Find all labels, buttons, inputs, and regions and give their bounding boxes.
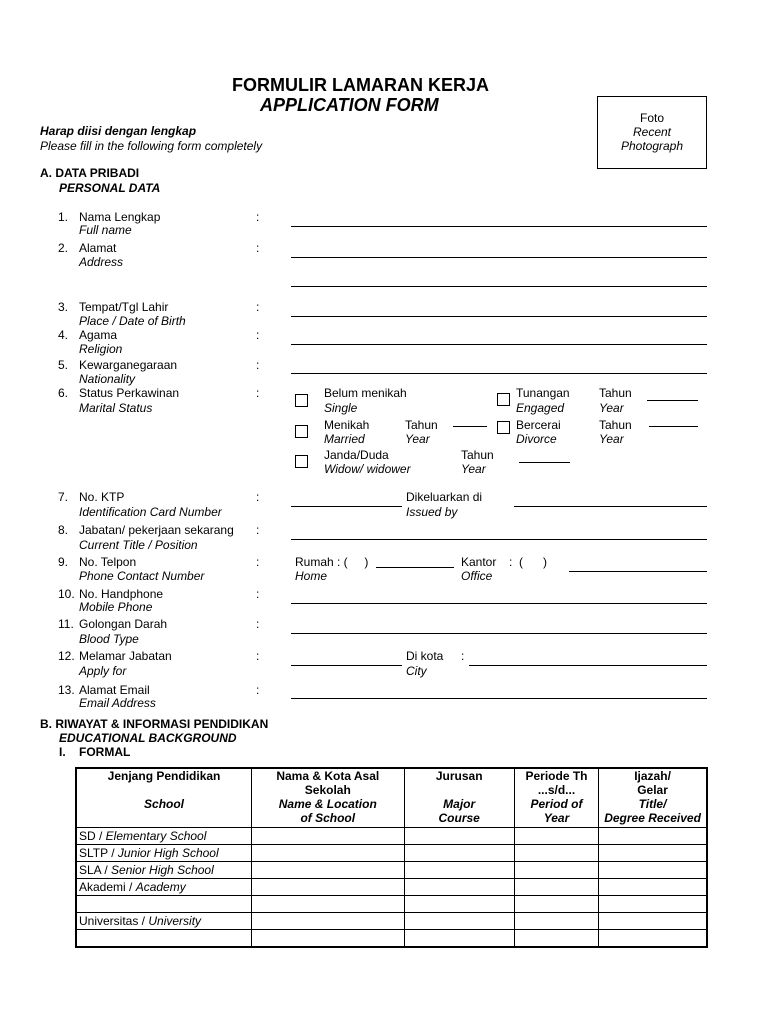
- issued-sublabel: Issued by: [406, 505, 458, 519]
- ktp-label: No. KTP: [79, 490, 125, 504]
- table-cell[interactable]: [514, 845, 598, 862]
- photo-label-photograph: Photograph: [620, 139, 684, 153]
- colon: :: [256, 587, 260, 601]
- field-number: 7.: [58, 490, 69, 504]
- table-row: [76, 862, 707, 879]
- header-line: Gelar: [637, 783, 668, 797]
- apply-label: Melamar Jabatan: [79, 649, 172, 663]
- photo-box[interactable]: [597, 96, 707, 169]
- table-cell[interactable]: [599, 879, 707, 896]
- widow-label: Janda/Duda: [324, 448, 389, 462]
- table-cell[interactable]: [599, 930, 707, 948]
- widow-year-line[interactable]: [519, 462, 570, 463]
- mobile-sublabel: Mobile Phone: [79, 600, 153, 614]
- colon: :: [256, 649, 260, 663]
- colon: :: [256, 358, 260, 372]
- divorce-year-line[interactable]: [649, 426, 698, 427]
- field-number: 1.: [58, 210, 69, 224]
- widow-sublabel: Widow/ widower: [324, 462, 411, 476]
- school-level-cell[interactable]: [76, 896, 252, 913]
- divorce-label: Bercerai: [516, 418, 561, 432]
- religion-sublabel: Religion: [79, 342, 123, 356]
- nationality-sublabel: Nationality: [79, 372, 136, 386]
- table-cell[interactable]: [252, 913, 404, 930]
- position-label: Jabatan/ pekerjaan sekarang: [79, 523, 234, 537]
- degree-header: [599, 768, 707, 828]
- header-line: Name & Location: [278, 797, 377, 811]
- email-label: Alamat Email: [79, 683, 150, 697]
- engaged-year-line[interactable]: [647, 400, 698, 401]
- school-level-cell[interactable]: [76, 930, 252, 948]
- photo-label: Foto: [639, 111, 664, 125]
- section-b-subtitle: EDUCATIONAL BACKGROUND: [59, 731, 237, 745]
- field-number: 13.: [58, 683, 75, 697]
- year-label: Tahun: [405, 418, 438, 432]
- year-sublabel: Year: [405, 432, 430, 446]
- divorce-checkbox[interactable]: [497, 421, 510, 434]
- table-cell[interactable]: [404, 896, 514, 913]
- header-line: of School: [300, 811, 356, 825]
- field-number: 4.: [58, 328, 69, 342]
- ktp-sublabel: Identification Card Number: [79, 505, 222, 519]
- marital-sublabel: Marital Status: [79, 401, 153, 415]
- table-cell[interactable]: [599, 896, 707, 913]
- office-phone-label: Kantor: [461, 555, 497, 569]
- header-line: Ijazah/: [634, 769, 671, 783]
- colon: :: [256, 328, 260, 342]
- table-cell[interactable]: [252, 896, 404, 913]
- major-header: [404, 768, 514, 828]
- birth-label: Tempat/Tgl Lahir: [79, 300, 169, 314]
- field-number: 10.: [58, 587, 75, 601]
- school-level-cell: [76, 828, 252, 845]
- header-line: Jurusan: [435, 769, 483, 783]
- married-sublabel: Married: [324, 432, 365, 446]
- school-level-en: University: [148, 914, 202, 928]
- ktp-line[interactable]: [291, 506, 402, 507]
- section-a-subtitle: PERSONAL DATA: [59, 181, 161, 195]
- school-level-id: Universitas /: [79, 914, 149, 928]
- home-phone-sublabel: Home: [295, 569, 328, 583]
- header-line: Year: [543, 811, 570, 825]
- widow-checkbox[interactable]: [295, 455, 308, 468]
- birth-line[interactable]: [291, 316, 707, 317]
- instruction-en: Please fill in the following form completely: [40, 139, 263, 153]
- office-phone-paren: : ( ): [509, 555, 547, 569]
- field-number: 8.: [58, 523, 69, 537]
- email-sublabel: Email Address: [79, 696, 156, 710]
- instruction-id: Harap diisi dengan lengkap: [40, 124, 197, 138]
- period-header: [514, 768, 598, 828]
- table-cell[interactable]: [514, 879, 598, 896]
- field-number: 3.: [58, 300, 69, 314]
- single-label: Belum menikah: [324, 386, 407, 400]
- education-table: [75, 767, 708, 948]
- table-cell[interactable]: [514, 930, 598, 948]
- blood-label: Golongan Darah: [79, 617, 168, 631]
- photo-label-recent: Recent: [632, 125, 672, 139]
- year-sublabel: Year: [599, 401, 624, 415]
- header-line: Nama & Kota Asal: [276, 769, 380, 783]
- table-cell[interactable]: [252, 930, 404, 948]
- header-line: Degree Received: [604, 811, 701, 825]
- header-line: [79, 783, 249, 797]
- year-label: Tahun: [599, 386, 632, 400]
- married-checkbox[interactable]: [295, 425, 308, 438]
- table-cell[interactable]: [404, 879, 514, 896]
- table-row: [76, 879, 707, 896]
- table-cell[interactable]: [404, 845, 514, 862]
- colon: :: [256, 617, 260, 631]
- table-row: [76, 913, 707, 930]
- table-cell[interactable]: [252, 845, 404, 862]
- colon: :: [461, 649, 465, 663]
- header-line: Period of: [530, 797, 583, 811]
- nationality-line[interactable]: [291, 373, 707, 374]
- school-level-id: Akademi /: [79, 880, 136, 894]
- colon: :: [256, 210, 260, 224]
- table-row: [76, 845, 707, 862]
- year-label: Tahun: [461, 448, 494, 462]
- married-year-line[interactable]: [453, 426, 487, 427]
- full-name-sublabel: Full name: [79, 223, 132, 237]
- mobile-line[interactable]: [291, 603, 707, 604]
- year-label: Tahun: [599, 418, 632, 432]
- school-header: [76, 768, 252, 828]
- table-cell[interactable]: [404, 913, 514, 930]
- email-line[interactable]: [291, 698, 707, 699]
- school-level-cell: [76, 913, 252, 930]
- single-checkbox[interactable]: [295, 394, 308, 407]
- address-line-1[interactable]: [291, 257, 707, 258]
- form-title: FORMULIR LAMARAN KERJA: [232, 75, 489, 95]
- religion-label: Agama: [79, 328, 118, 342]
- married-label: Menikah: [324, 418, 370, 432]
- section-a-title: A. DATA PRIBADI: [40, 166, 140, 180]
- address-line-2[interactable]: [291, 286, 707, 287]
- school-level-en: Senior High School: [111, 863, 214, 877]
- marital-label: Status Perkawinan: [79, 386, 180, 400]
- phone-sublabel: Phone Contact Number: [79, 569, 205, 583]
- header-line: [407, 783, 512, 797]
- table-cell[interactable]: [514, 896, 598, 913]
- full-name-label: Nama Lengkap: [79, 210, 161, 224]
- header-line: School: [144, 797, 185, 811]
- table-cell[interactable]: [599, 862, 707, 879]
- table-cell[interactable]: [514, 828, 598, 845]
- section-b-title: B. RIWAYAT & INFORMASI PENDIDIKAN: [40, 717, 269, 731]
- table-row: [76, 930, 707, 948]
- table-row: [76, 896, 707, 913]
- header-line: Major: [443, 797, 476, 811]
- field-number: 5.: [58, 358, 69, 372]
- nationality-label: Kewarganegaraan: [79, 358, 178, 372]
- header-line: Periode Th: [525, 769, 588, 783]
- address-label: Alamat: [79, 241, 117, 255]
- colon: :: [256, 683, 260, 697]
- position-sublabel: Current Title / Position: [79, 538, 198, 552]
- school-level-en: Academy: [135, 880, 186, 894]
- position-line[interactable]: [291, 539, 707, 540]
- school-level-cell: [76, 879, 252, 896]
- blood-line[interactable]: [291, 633, 707, 634]
- blood-sublabel: Blood Type: [79, 632, 139, 646]
- table-cell[interactable]: [404, 862, 514, 879]
- birth-sublabel: Place / Date of Birth: [79, 314, 186, 328]
- header-line: ...s/d...: [537, 783, 576, 797]
- table-cell[interactable]: [404, 930, 514, 948]
- education-header-row: [76, 768, 707, 828]
- full-name-line[interactable]: [291, 226, 707, 227]
- single-sublabel: Single: [324, 401, 358, 415]
- issued-label: Dikeluarkan di: [406, 490, 483, 504]
- city-sublabel: City: [406, 664, 427, 678]
- table-cell[interactable]: [514, 913, 598, 930]
- year-sublabel: Year: [461, 462, 486, 476]
- field-number: 2.: [58, 241, 69, 255]
- colon: :: [256, 555, 260, 569]
- school-name-header: [252, 768, 404, 828]
- table-cell[interactable]: [252, 879, 404, 896]
- engaged-sublabel: Engaged: [516, 401, 565, 415]
- table-cell[interactable]: [599, 828, 707, 845]
- mobile-label: No. Handphone: [79, 587, 164, 601]
- table-row: [76, 828, 707, 845]
- form-subtitle: APPLICATION FORM: [260, 95, 439, 115]
- school-level-id: SLTP /: [79, 846, 118, 860]
- home-phone-label: Rumah : ( ): [295, 555, 369, 569]
- header-line: Course: [438, 811, 480, 825]
- engaged-label: Tunangan: [516, 386, 570, 400]
- engaged-checkbox[interactable]: [497, 393, 510, 406]
- school-level-en: Junior High School: [117, 846, 219, 860]
- school-level-id: SD /: [79, 829, 106, 843]
- table-cell[interactable]: [514, 862, 598, 879]
- table-cell[interactable]: [599, 845, 707, 862]
- colon: :: [256, 386, 260, 400]
- field-number: 9.: [58, 555, 69, 569]
- issued-line[interactable]: [514, 506, 707, 507]
- school-level-cell: [76, 862, 252, 879]
- formal-subsection: I. FORMAL: [59, 745, 131, 759]
- colon: :: [256, 300, 260, 314]
- header-line: Sekolah: [304, 783, 351, 797]
- field-number: 11.: [58, 617, 74, 631]
- address-sublabel: Address: [79, 255, 124, 269]
- divorce-sublabel: Divorce: [516, 432, 557, 446]
- office-phone-sublabel: Office: [461, 569, 493, 583]
- apply-sublabel: Apply for: [79, 664, 127, 678]
- field-number: 12.: [58, 649, 75, 663]
- city-label: Di kota: [406, 649, 444, 663]
- table-cell[interactable]: [252, 862, 404, 879]
- colon: :: [256, 241, 260, 255]
- table-cell[interactable]: [252, 828, 404, 845]
- home-phone-line[interactable]: [376, 567, 454, 568]
- religion-line[interactable]: [291, 344, 707, 345]
- header-line: [79, 811, 249, 825]
- school-level-id: SLA /: [79, 863, 112, 877]
- table-cell[interactable]: [599, 913, 707, 930]
- header-line: Title/: [638, 797, 667, 811]
- apply-line[interactable]: [291, 665, 402, 666]
- colon: :: [256, 490, 260, 504]
- city-line[interactable]: [469, 665, 707, 666]
- table-cell[interactable]: [404, 828, 514, 845]
- header-line: Jenjang Pendidikan: [107, 769, 221, 783]
- year-sublabel: Year: [599, 432, 624, 446]
- school-level-cell: [76, 845, 252, 862]
- office-phone-line[interactable]: [569, 571, 707, 572]
- field-number: 6.: [58, 386, 69, 400]
- school-level-en: Elementary School: [105, 829, 207, 843]
- phone-label: No. Telpon: [79, 555, 137, 569]
- colon: :: [256, 523, 260, 537]
